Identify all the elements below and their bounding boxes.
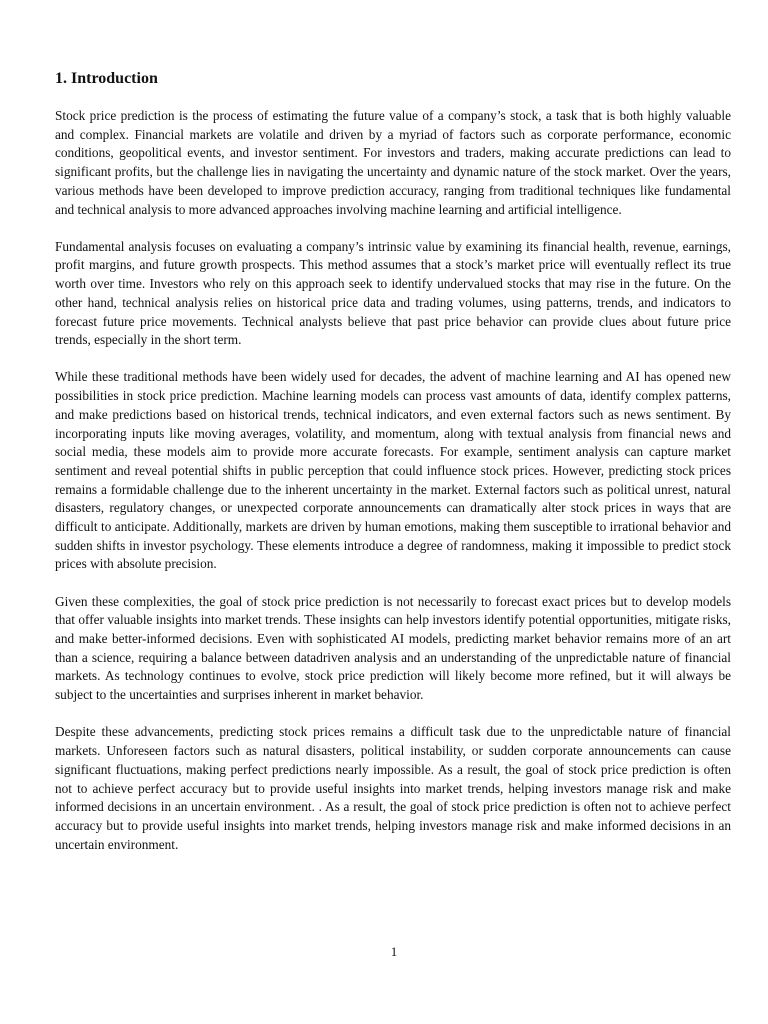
paragraph-machine-learning: While these traditional methods have been widely used for decades, the advent of machine learning and AI has opened new possibilities in stock price prediction. Machine learning models can process vast amounts of data, identify complex patterns, and make predictions based on historical trends, technical indicators, and even external factors such as news sentiment. By incorporating inputs like moving averages, volatility, and momentum, along with textual analysis from financial news and social media, these models aim to provide more accurate forecasts. For example, sentiment analysis can capture market sentiment and reveal potential shifts in public perception that could influence stock prices. However, predicting stock prices remains a formidable challenge due to the inherent uncertainty in the market. External factors such as political unrest, natural disasters, regulatory changes, or unexpected corporate announcements can dramatically alter stock prices in ways that are difficult to anticipate. Additionally, markets are driven by human emotions, making them susceptible to irrational behavior and sudden shifts in investor psychology. These elements introduce a degree of randomness, making it impossible to predict stock prices with absolute precision. — [55, 369, 731, 572]
paragraph-complexities: Given these complexities, the goal of stock price prediction is not necessarily to forecast exact prices but to develop models that offer valuable insights into market trends. These insights can help investors identify potential opportunities, mitigate risks, and make better-informed decisions. Even with sophisticated AI models, predicting market behavior remains more of an art than a science, requiring a balance between datadriven analysis and an understanding of the unpredictable nature of financial markets. As technology continues to evolve, stock price prediction will likely become more refined, but it will always be subject to the uncertainties and surprises inherent in market behavior. — [55, 593, 731, 703]
page-number: 1 — [390, 944, 398, 959]
paragraph-fundamental-analysis: Fundamental analysis focuses on evaluating a company’s intrinsic value by examining its financial health, revenue, earnings, profit margins, and future growth prospects. This method assumes that a stock’s market price will eventually reflect its true worth over time. Investors who rely on this approach seek to identify undervalued stocks that may rise in the future. On the other hand, technical analysis relies on historical price data and trading volumes, using patterns, trends, and indicators to forecast future price movements. Technical analysts believe that past price behavior can provide clues about future price trends, especially in the short term. — [55, 238, 731, 348]
page-content — [55, 68, 731, 873]
paragraph-intro: Stock price prediction is the process of estimating the future value of a company’s stock, a task that is both highly valuable and complex. Financial markets are volatile and driven by a myriad of factors such as corporate performance, economic conditions, geopolitical events, and investor sentiment. For investors and traders, making accurate predictions can lead to significant profits, but the challenge lies in navigating the uncertainty and dynamic nature of the stock market. Over the years, various methods have been developed to improve prediction accuracy, ranging from traditional techniques like fundamental and technical analysis to more advanced approaches involving machine learning and artificial intelligence. — [55, 108, 731, 217]
paragraph-advancements: Despite these advancements, predicting stock prices remains a difficult task due to the unpredictable nature of financial markets. Unforeseen factors such as natural disasters, political instability, or sudden corporate announcements can cause significant fluctuations, making perfect predictions nearly impossible. As a result, the goal of stock price prediction is often not to achieve perfect accuracy but to provide useful insights into market trends, helping investors manage risk and make informed decisions in an uncertain environment. . As a result, the goal of stock price prediction is often not to achieve perfect accuracy but to provide useful insights into market trends, helping investors manage risk and make informed decisions in an uncertain environment. — [55, 724, 731, 852]
section-heading: 1. Introduction — [55, 70, 158, 87]
